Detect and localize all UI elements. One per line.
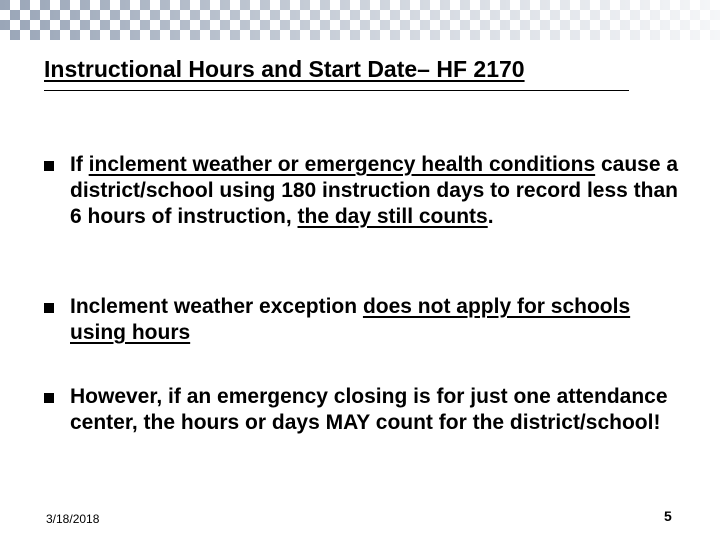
page-number: 5 xyxy=(664,508,672,524)
bullet-text-underlined: inclement weather or emergency health conditions xyxy=(88,153,596,176)
bullet-text-span: However, if an emergency closing is for just one attendance center, the hours or days MAY count for the district/school! xyxy=(70,385,668,434)
square-bullet-icon xyxy=(44,303,54,313)
decorative-checker-pattern xyxy=(0,0,720,40)
bullet-text-span: cause a district/school using 180 instruction days to record less than 6 hours of instruction, xyxy=(70,153,679,228)
bullet-text-underlined: does not apply for schools using hours xyxy=(70,295,631,344)
bullet-text xyxy=(70,152,680,230)
slide-title: Instructional Hours and Start Date– HF 2170 xyxy=(44,56,525,82)
bullet-text xyxy=(70,294,680,346)
bullet-text-underlined: the day still counts xyxy=(297,205,488,228)
footer-date: 3/18/2018 xyxy=(46,512,100,526)
bullet-text xyxy=(70,384,680,436)
bullet-text-span: If xyxy=(70,153,89,176)
square-bullet-icon xyxy=(44,161,54,171)
square-bullet-icon xyxy=(44,393,54,403)
title-rule xyxy=(44,90,629,91)
bullet-text-span: . xyxy=(487,205,494,228)
bullet-text-span: Inclement weather exception xyxy=(70,295,363,318)
